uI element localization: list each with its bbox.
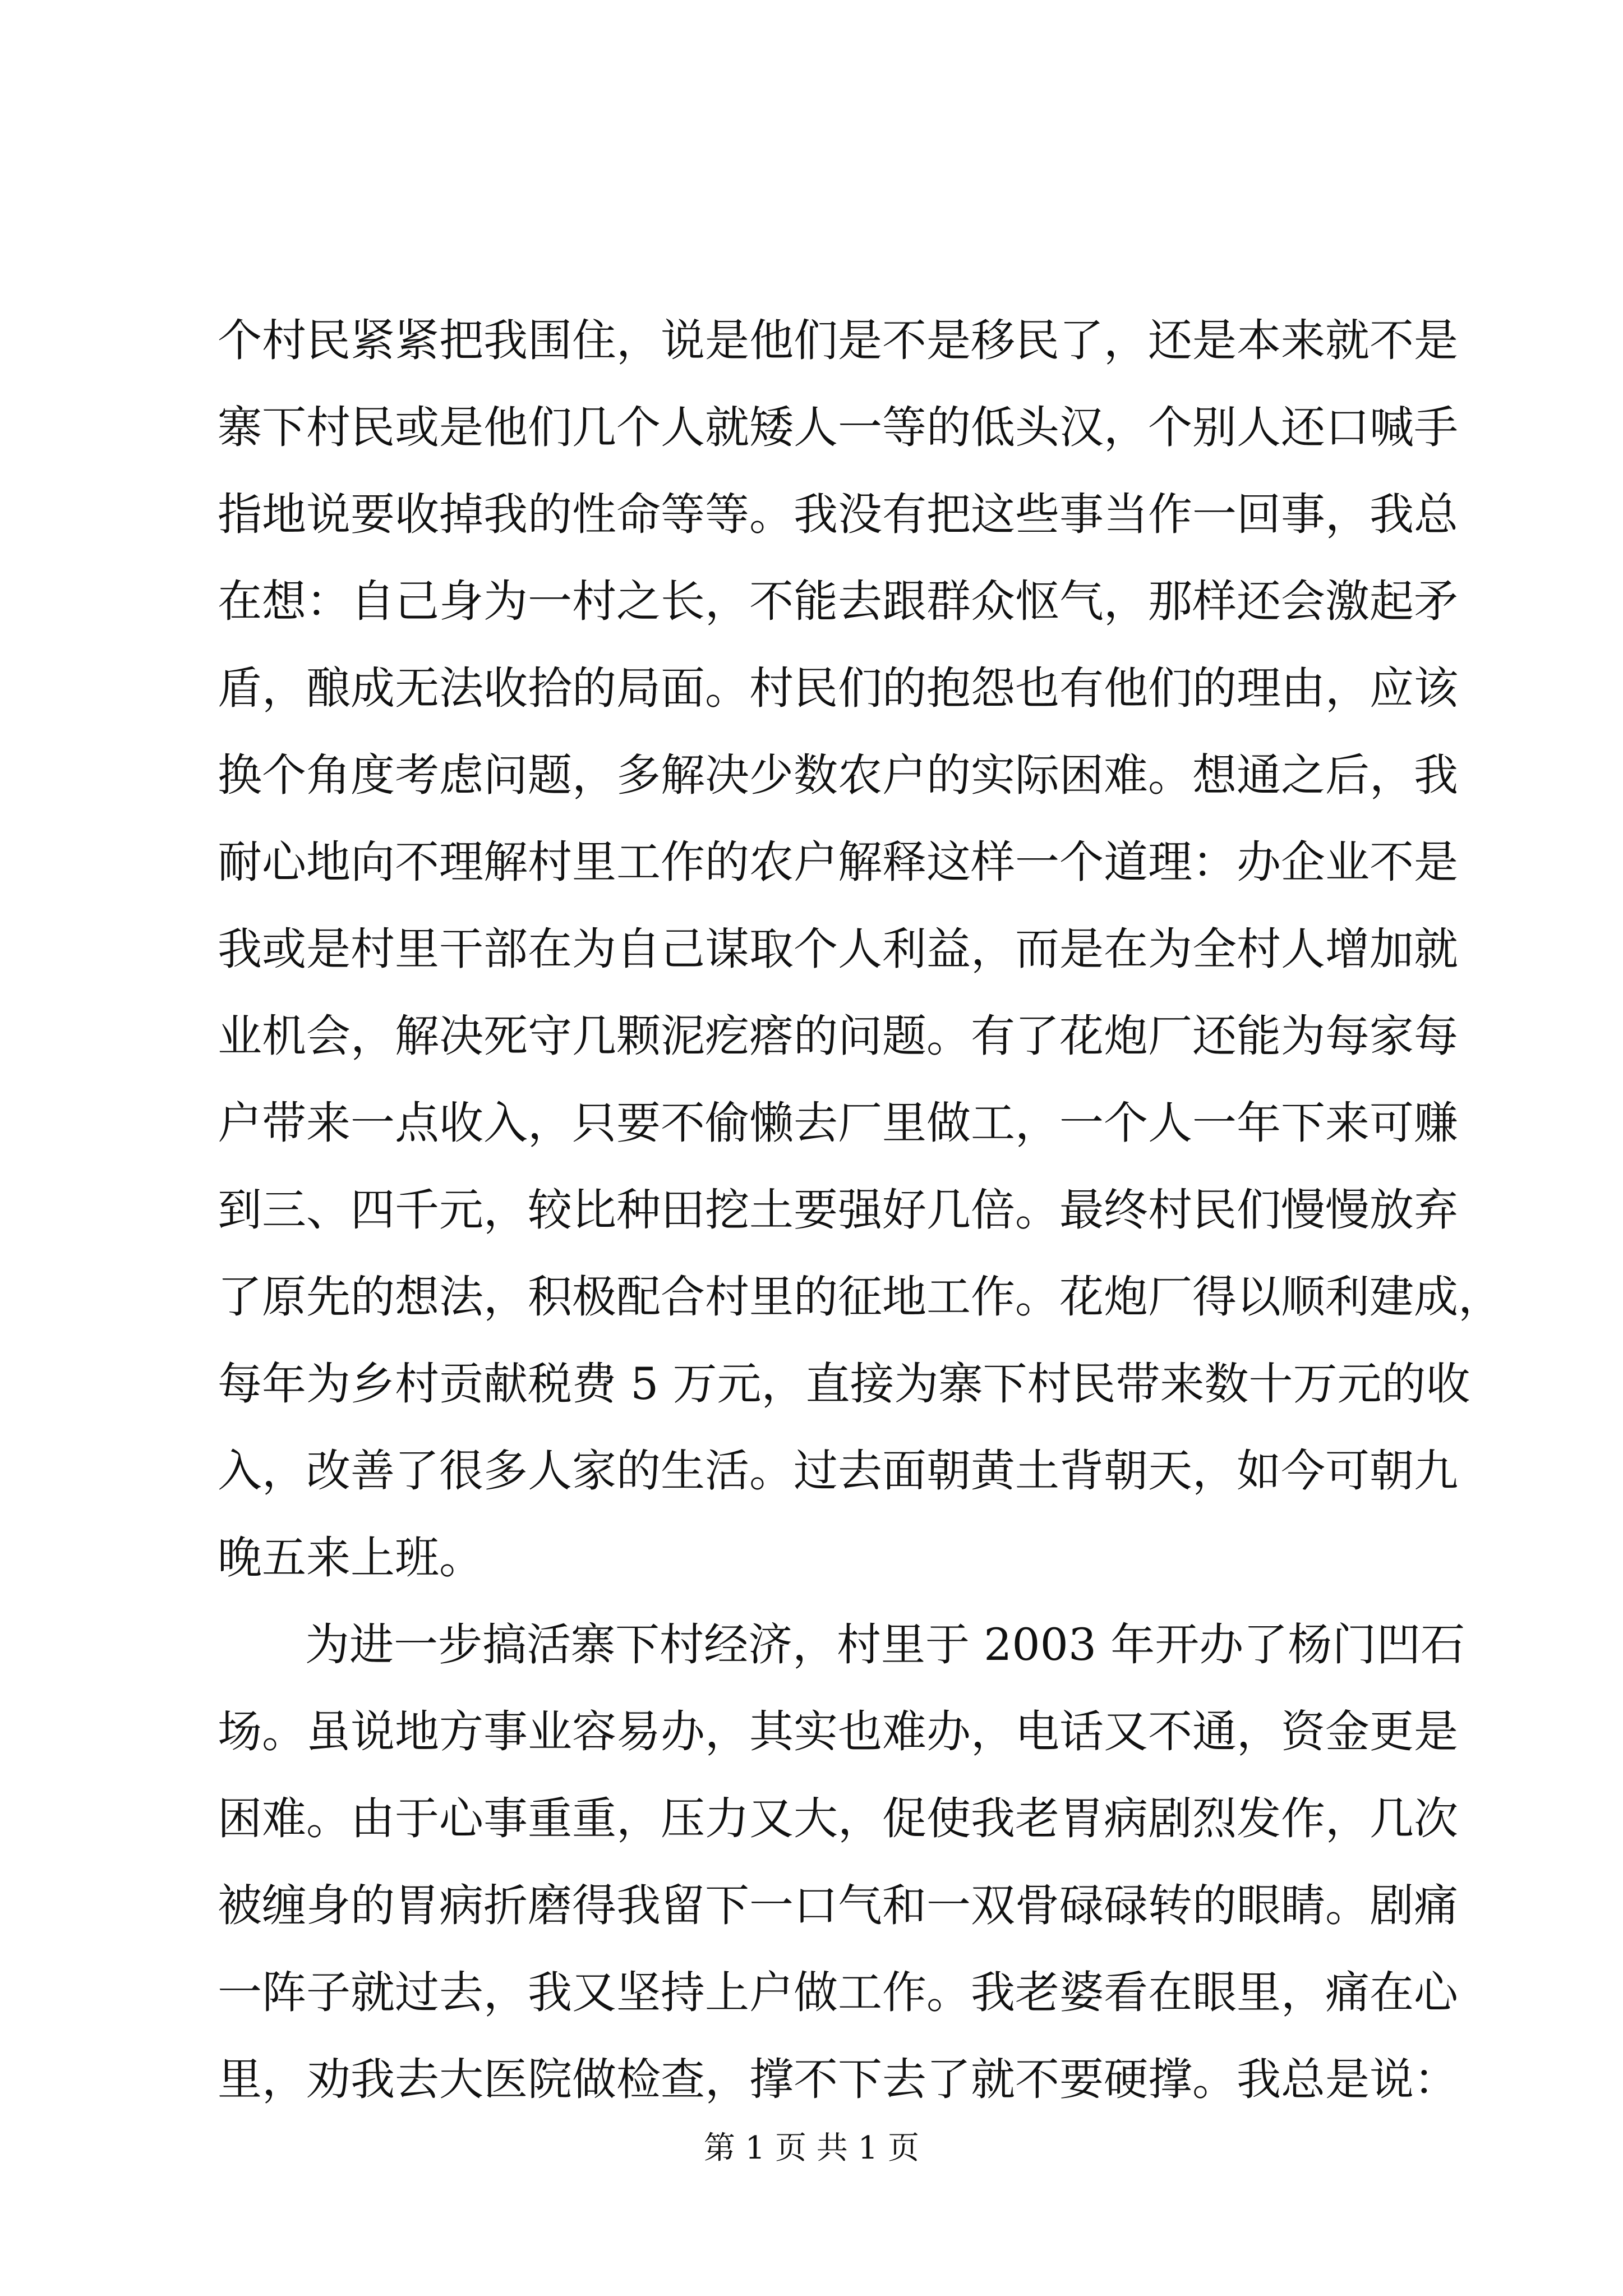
text-line: 了原先的想法，积极配合村里的征地工作。花炮厂得以顺利建成， — [218, 1271, 1502, 1323]
page-footer — [0, 2126, 1623, 2171]
text-line: 一阵子就过去，我又坚持上户做工作。我老婆看在眼里，痛在心 — [218, 1967, 1458, 2018]
text-line: 为进一步搞活寨下村经济，村里于 2003 年开办了杨门凹石 — [305, 1619, 1465, 1671]
text-line: 被缠身的胃病折磨得我留下一口气和一双骨碌碌转的眼睛。剧痛 — [218, 1880, 1458, 1931]
text-line: 在想：自己身为一村之长，不能去跟群众怄气，那样还会激起矛 — [218, 576, 1458, 627]
text-line: 场。虽说地方事业容易办，其实也难办，电话又不通，资金更是 — [218, 1706, 1458, 1757]
text-line: 我或是村里干部在为自己谋取个人利益，而是在为全村人增加就 — [218, 923, 1458, 975]
text-line: 每年为乡村贡献税费 5 万元，直接为寨下村民带来数十万元的收 — [218, 1358, 1470, 1410]
text-line: 业机会，解决死守几颗泥疙瘩的问题。有了花炮厂还能为每家每 — [218, 1010, 1458, 1062]
text-line: 晚五来上班。 — [218, 1532, 483, 1584]
text-line: 换个角度考虑问题，多解决少数农户的实际困难。想通之后，我 — [218, 749, 1458, 801]
text-line: 寨下村民或是他们几个人就矮人一等的低头汉，个别人还口喊手 — [218, 402, 1458, 453]
text-line: 里，劝我去大医院做检查，撑不下去了就不要硬撑。我总是说： — [218, 2054, 1458, 2105]
text-line: 入，改善了很多人家的生活。过去面朝黄土背朝天，如今可朝九 — [218, 1445, 1458, 1497]
page-number-label: 第 1 页 共 1 页 — [703, 2130, 920, 2166]
text-line: 个村民紧紧把我围住，说是他们是不是移民了，还是本来就不是 — [218, 315, 1458, 366]
body-text — [218, 297, 1502, 2123]
text-line: 盾，酿成无法收拾的局面。村民们的抱怨也有他们的理由，应该 — [218, 662, 1458, 714]
text-line: 耐心地向不理解村里工作的农户解释这样一个道理：办企业不是 — [218, 836, 1458, 888]
text-line: 困难。由于心事重重，压力又大，促使我老胃病剧烈发作，几次 — [218, 1793, 1458, 1844]
text-line: 到三、四千元，较比种田挖土要强好几倍。最终村民们慢慢放弃 — [218, 1184, 1458, 1236]
text-line: 指地说要收掉我的性命等等。我没有把这些事当作一回事，我总 — [218, 489, 1458, 540]
text-line: 户带来一点收入，只要不偷懒去厂里做工，一个人一年下来可赚 — [218, 1097, 1458, 1149]
